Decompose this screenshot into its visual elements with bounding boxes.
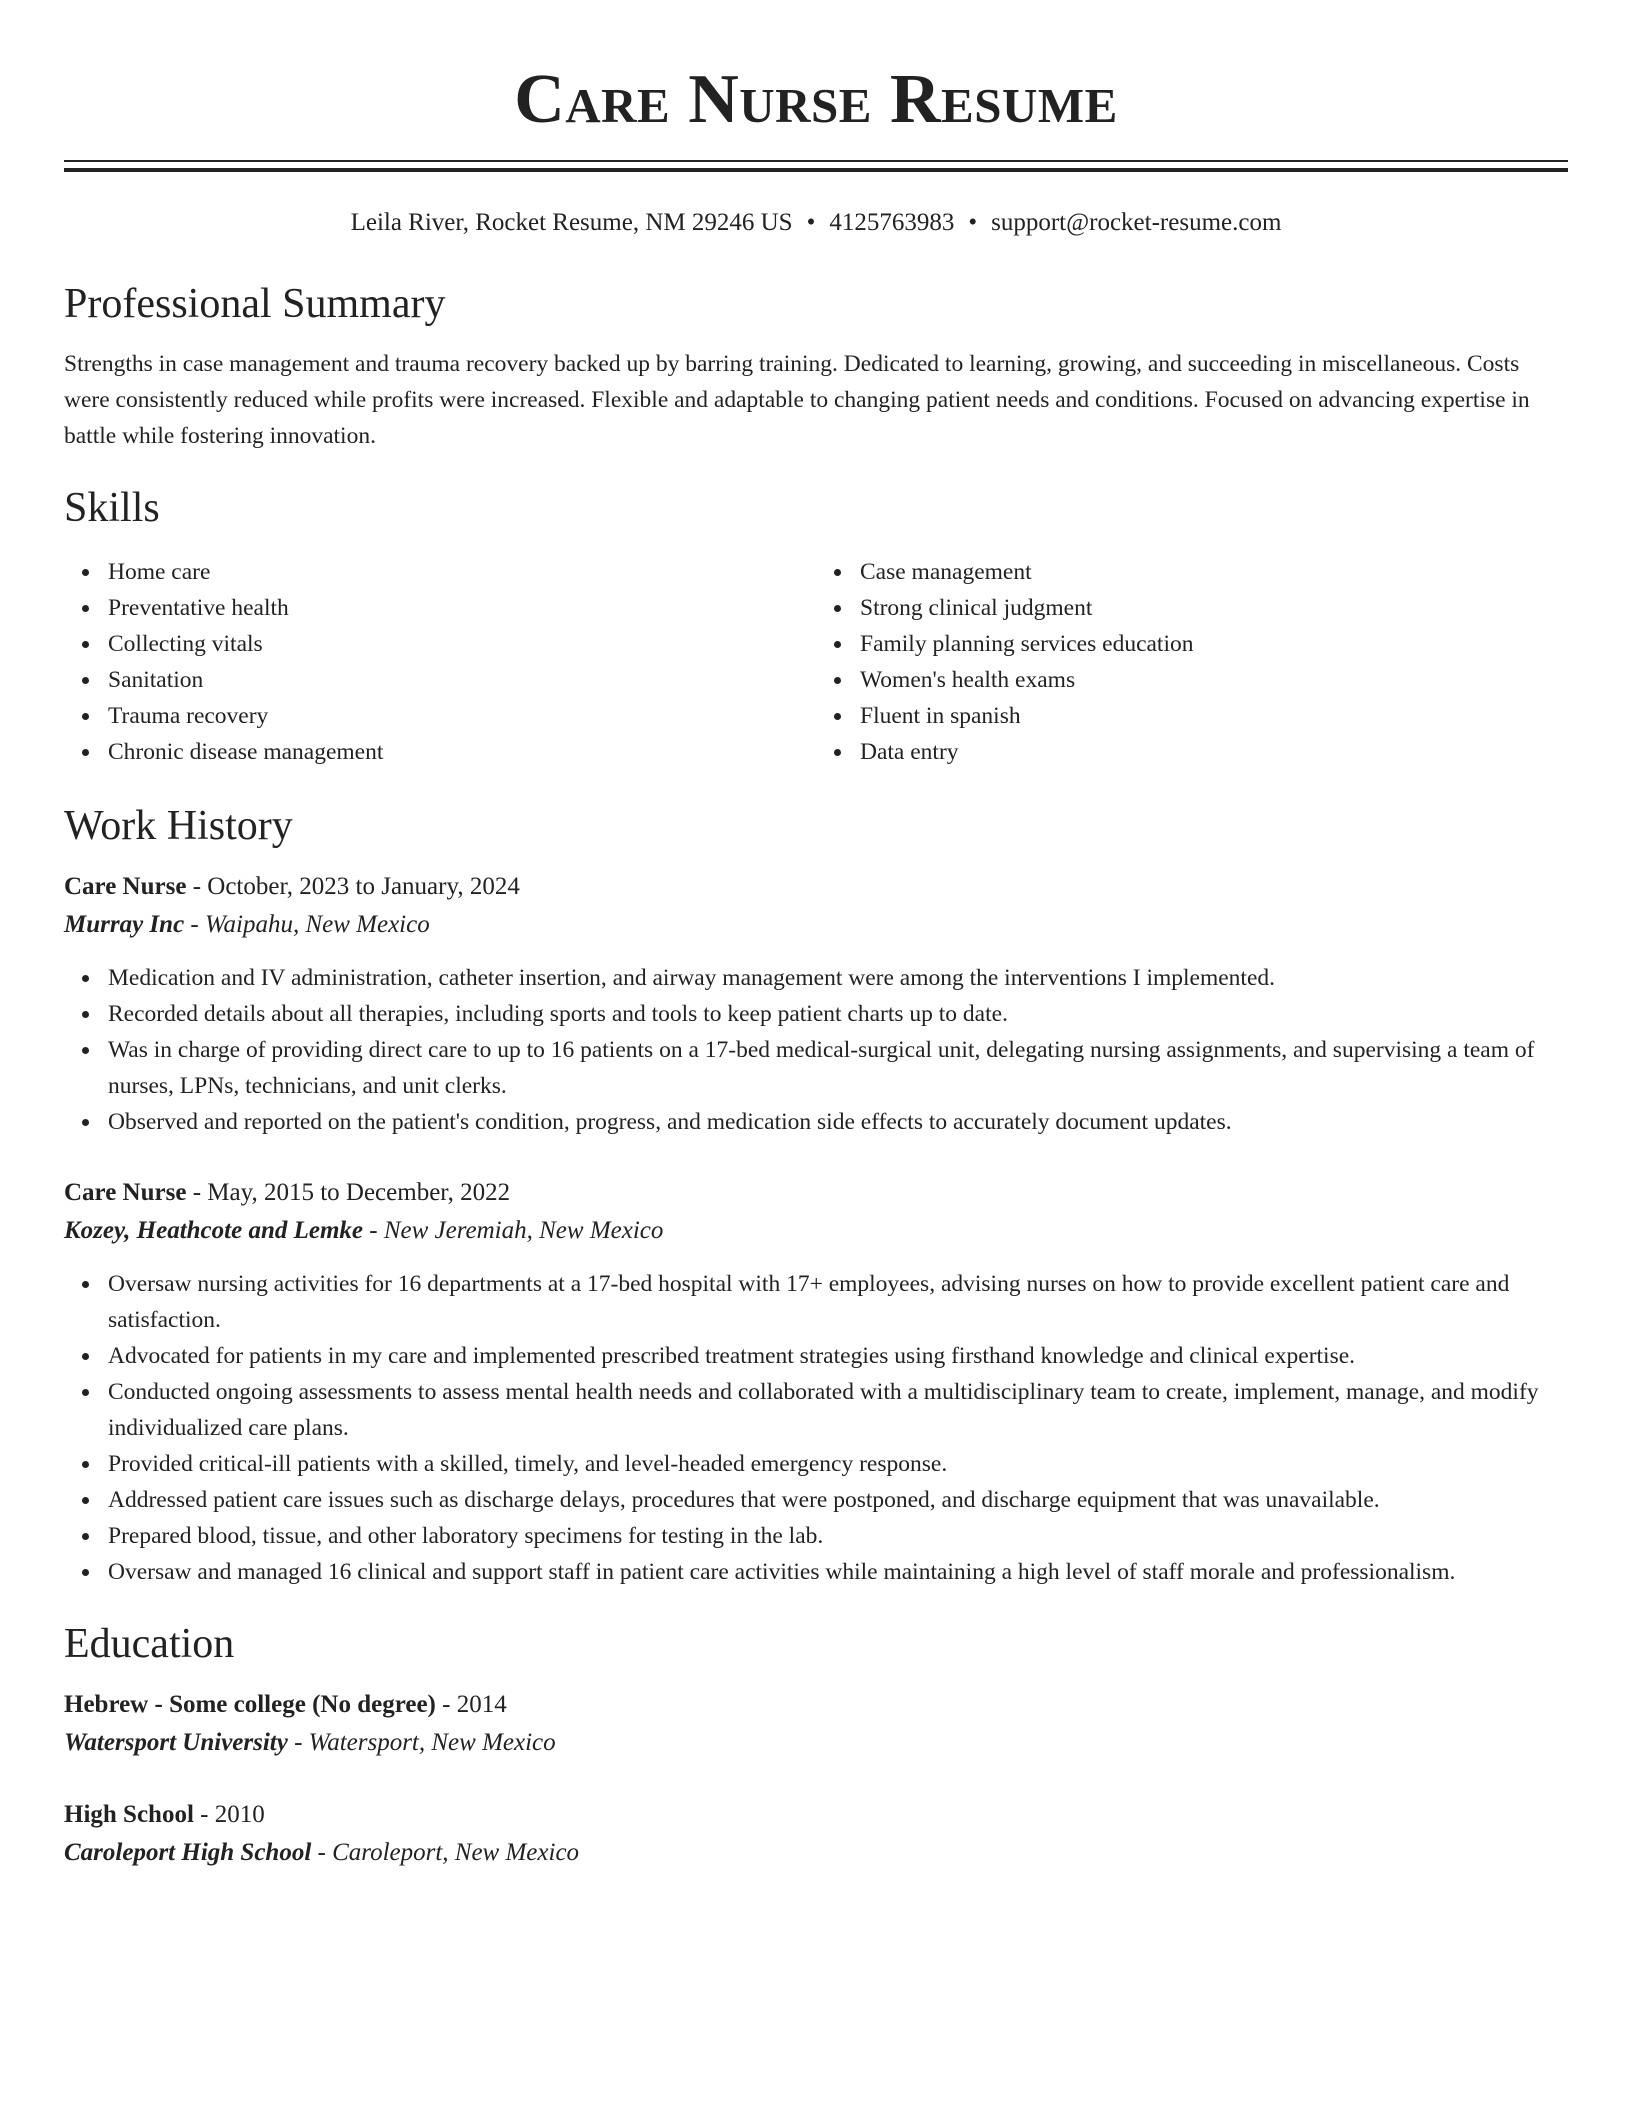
resume-page (64, 0, 1568, 1872)
job-bullet: Medication and IV administration, catheter insertion, and airway management were among the interventions I implemented. (108, 960, 1568, 996)
skill-item: Trauma recovery (108, 698, 816, 734)
education-year: - 2010 (193, 1801, 265, 1828)
job-bullet: Advocated for patients in my care and implemented prescribed treatment strategies using firsthand knowledge and clinical expertise. (108, 1338, 1568, 1374)
job-role-line (64, 1174, 1568, 1212)
summary-text: Strengths in case management and trauma recovery backed up by barring training. Dedicated to learning, growing, and succeeding in miscellaneous. Costs were consistently reduced while profits were increased. Flexible and adaptable to changing patient needs and conditions. Focused on advancing expertise in battle while fostering innovation. (64, 351, 1530, 449)
education-section (64, 1616, 1568, 1872)
job-company-line (64, 1212, 1568, 1250)
resume-title: Care Nurse Resume (514, 61, 1118, 138)
job-bullet: Addressed patient care issues such as discharge delays, procedures that were postponed, and discharge equipment that was unavailable. (108, 1482, 1568, 1518)
education-year: - 2014 (435, 1691, 507, 1718)
job-entry (64, 868, 1568, 1140)
job-role-line (64, 868, 1568, 906)
job-bullet: Oversaw and managed 16 clinical and support staff in patient care activities while maintaining a high level of staff morale and professionalism. (108, 1554, 1568, 1590)
job-title: Care Nurse (64, 873, 187, 900)
skill-item: Chronic disease management (108, 734, 816, 770)
title-double-rule (64, 168, 1568, 172)
contact-line (64, 206, 1568, 240)
contact-separator: • (968, 209, 978, 236)
skill-item: Case management (860, 554, 1568, 590)
job-bullet: Observed and reported on the patient's condition, progress, and medication side effects to accurately document updates. (108, 1104, 1568, 1140)
work-history-heading: Work History (64, 803, 293, 849)
skill-item: Data entry (860, 734, 1568, 770)
skill-item: Strong clinical judgment (860, 590, 1568, 626)
work-history-section (64, 798, 1568, 1590)
skills-right-column (816, 554, 1568, 770)
education-location: - Watersport, New Mexico (287, 1729, 556, 1756)
education-school: Caroleport High School (64, 1839, 312, 1866)
job-bullet: Recorded details about all therapies, including sports and tools to keep patient charts up to date. (108, 996, 1568, 1032)
job-dates: - October, 2023 to January, 2024 (186, 873, 520, 900)
job-bullet: Provided critical-ill patients with a skilled, timely, and level-headed emergency response. (108, 1446, 1568, 1482)
education-location: - Caroleport, New Mexico (311, 1839, 580, 1866)
skill-item: Fluent in spanish (860, 698, 1568, 734)
skill-item: Women's health exams (860, 662, 1568, 698)
job-bullets (64, 960, 1568, 1140)
professional-summary-section (64, 276, 1568, 454)
job-location: - New Jeremiah, New Mexico (363, 1217, 664, 1244)
education-school-line (64, 1724, 1568, 1762)
job-title: Care Nurse (64, 1179, 187, 1206)
contact-email: support@rocket-resume.com (991, 209, 1282, 236)
skill-item: Family planning services education (860, 626, 1568, 662)
skill-item: Home care (108, 554, 816, 590)
summary-heading: Professional Summary (64, 281, 446, 327)
job-entry (64, 1174, 1568, 1590)
job-bullet: Oversaw nursing activities for 16 departments at a 17-bed hospital with 17+ employees, advising nurses on how to provide excellent patient care and satisfaction. (108, 1266, 1568, 1338)
education-school-line (64, 1834, 1568, 1872)
contact-phone: 4125763983 (829, 209, 955, 236)
contact-separator: • (806, 209, 816, 236)
education-degree: High School (64, 1801, 194, 1828)
job-location: - Waipahu, New Mexico (184, 911, 430, 938)
job-company-line (64, 906, 1568, 944)
education-degree: Hebrew - Some college (No degree) (64, 1691, 436, 1718)
skill-item: Preventative health (108, 590, 816, 626)
job-dates: - May, 2015 to December, 2022 (186, 1179, 511, 1206)
skills-left-column (64, 554, 816, 770)
skill-item: Collecting vitals (108, 626, 816, 662)
job-company: Kozey, Heathcote and Lemke (64, 1217, 364, 1244)
education-entry (64, 1686, 1568, 1762)
contact-address: Leila River, Rocket Resume, NM 29246 US (350, 209, 793, 236)
job-bullet: Was in charge of providing direct care to up to 16 patients on a 17-bed medical-surgical unit, delegating nursing assignments, and supervising a team of nurses, LPNs, technicians, and unit clerks. (108, 1032, 1568, 1104)
job-bullet: Prepared blood, tissue, and other laboratory specimens for testing in the lab. (108, 1518, 1568, 1554)
skill-item: Sanitation (108, 662, 816, 698)
job-bullet: Conducted ongoing assessments to assess mental health needs and collaborated with a multidisciplinary team to create, implement, manage, and modify individualized care plans. (108, 1374, 1568, 1446)
education-degree-line (64, 1796, 1568, 1834)
skills-columns (64, 554, 1568, 770)
skills-section (64, 480, 1568, 770)
skills-heading: Skills (64, 485, 160, 531)
job-bullets (64, 1266, 1568, 1590)
education-entry (64, 1796, 1568, 1872)
education-heading: Education (64, 1621, 235, 1667)
education-school: Watersport University (64, 1729, 288, 1756)
education-degree-line (64, 1686, 1568, 1724)
job-company: Murray Inc (64, 911, 185, 938)
